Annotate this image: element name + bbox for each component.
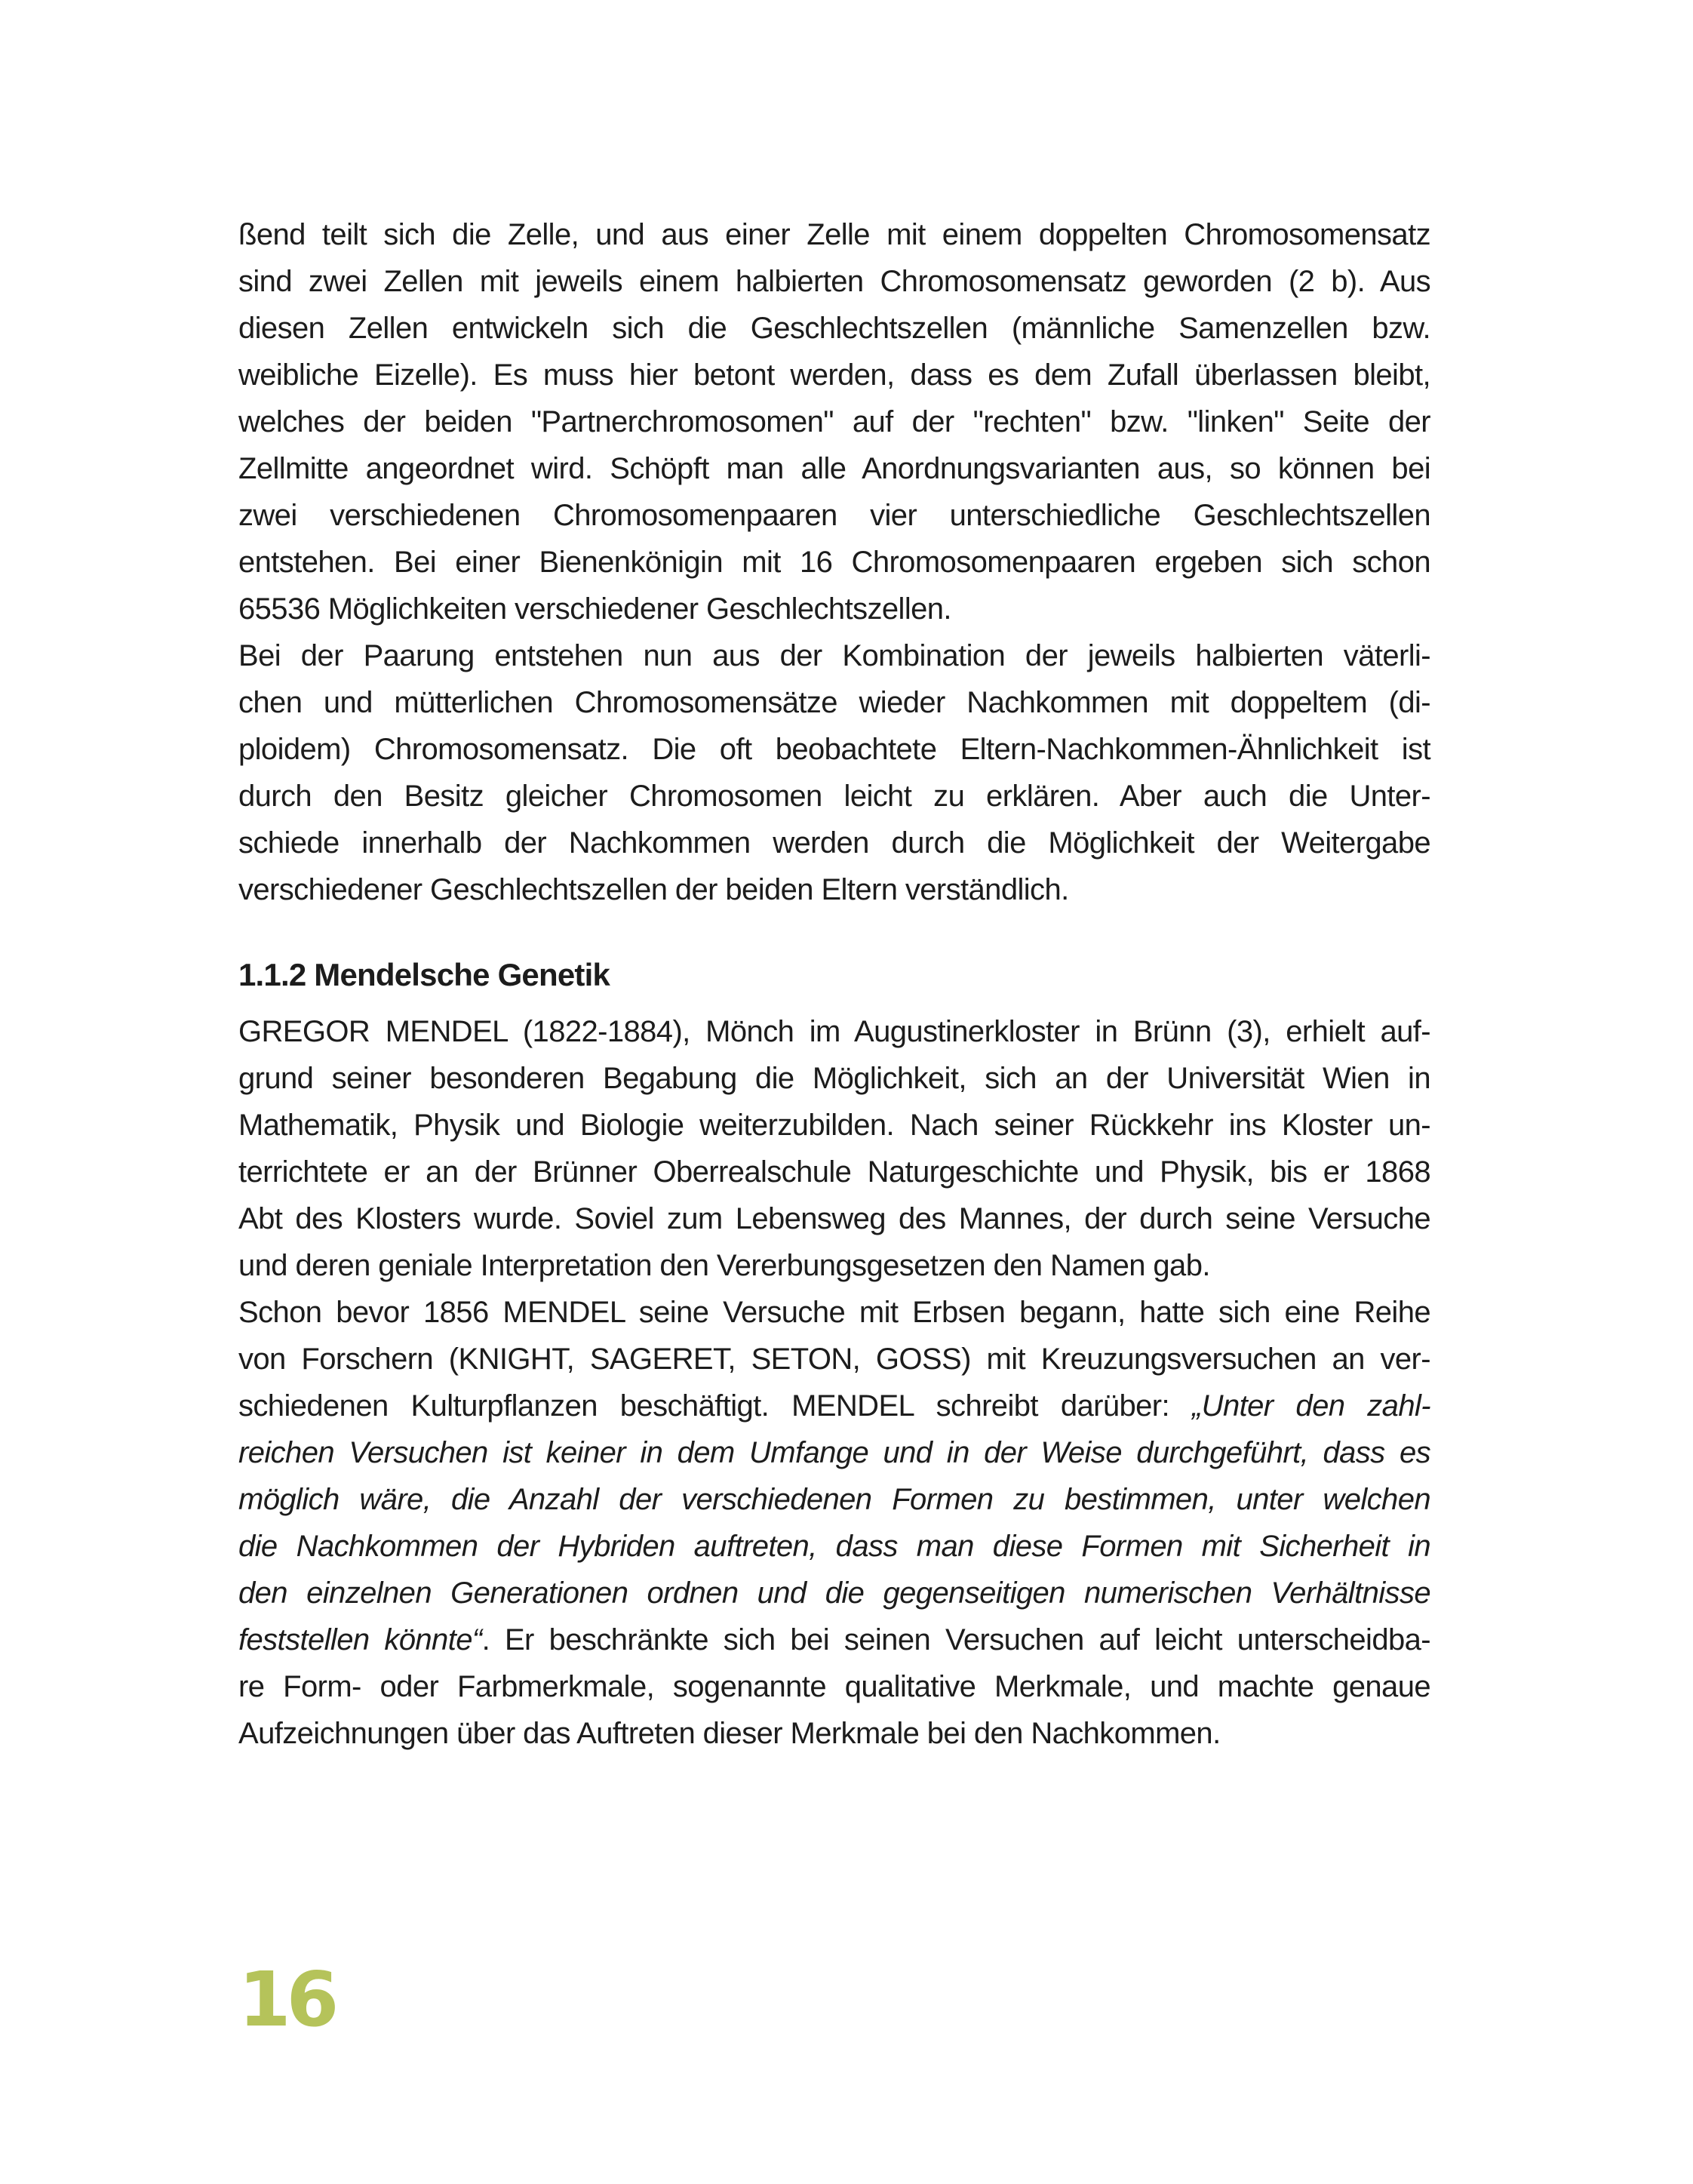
quote-line: reichen Versuchen ist keiner in dem Umfange und in der Weise durchgeführt, dass es (238, 1436, 1430, 1469)
text-normal: . Er beschränkte sich bei seinen Versuchen auf leicht unterscheidba- (481, 1623, 1431, 1656)
text-line: GREGOR MENDEL (1822-1884), Mönch im Augustinerkloster in Brünn (3), erhielt auf- (238, 1015, 1430, 1048)
text-line: welches der beiden "Partnerchromosomen" auf der "rechten" bzw. "linken" Seite der (238, 405, 1430, 438)
text-line: Zellmitte angeordnet wird. Schöpft man alle Anordnungsvarianten aus, so können bei (238, 452, 1430, 485)
text-line: ploidem) Chromosomensatz. Die oft beobachtete Eltern-Nachkommen-Ähnlichkeit ist (238, 733, 1430, 766)
text-line: entstehen. Bei einer Bienenkönigin mit 16 Chromosomenpaaren ergeben sich schon (238, 546, 1430, 579)
quote-start: „Unter den zahl- (1191, 1389, 1430, 1423)
text-line: Abt des Klosters wurde. Soviel zum Lebensweg des Mannes, der durch seine Versuche (238, 1202, 1430, 1235)
text-line: Schon bevor 1856 MENDEL seine Versuche mit Erbsen begann, hatte sich eine Reihe (238, 1296, 1430, 1329)
text-line: Bei der Paarung entstehen nun aus der Kombination der jeweils halbierten väterli- (238, 639, 1430, 672)
quote-line: den einzelnen Generationen ordnen und die gegenseitigen numerischen Verhältnisse (238, 1576, 1430, 1610)
text-line: grund seiner besonderen Begabung die Möglichkeit, sich an der Universität Wien in (238, 1062, 1430, 1095)
text-line: ßend teilt sich die Zelle, und aus einer Zelle mit einem doppelten Chromosomensatz (238, 218, 1430, 251)
quote-end: feststellen könnte“ (238, 1623, 482, 1656)
text-line: weibliche Eizelle). Es muss hier betont werden, dass es dem Zufall überlassen bleibt, (238, 358, 1430, 392)
text-line: Mathematik, Physik und Biologie weiterzubilden. Nach seiner Rückkehr ins Kloster un- (238, 1109, 1430, 1142)
text-line: diesen Zellen entwickeln sich die Geschlechtszellen (männliche Samenzellen bzw. (238, 312, 1430, 345)
text-line: 65536 Möglichkeiten verschiedener Geschlechtszellen. (238, 592, 951, 626)
text-line: zwei verschiedenen Chromosomenpaaren vier unterschiedliche Geschlechtszellen (238, 499, 1430, 532)
text-line: schiede innerhalb der Nachkommen werden durch die Möglichkeit der Weitergabe (238, 826, 1430, 860)
paragraph-chromosomes (238, 211, 1430, 913)
text-normal: schiedenen Kulturpflanzen beschäftigt. MENDEL schreibt darüber: (238, 1389, 1192, 1423)
text-line: durch den Besitz gleicher Chromosomen leicht zu erklären. Aber auch die Unter- (238, 780, 1430, 813)
section-heading: 1.1.2 Mendelsche Genetik (238, 957, 610, 992)
quote-line: die Nachkommen der Hybriden auftreten, dass man diese Formen mit Sicherheit in (238, 1530, 1430, 1563)
quote-line: möglich wäre, die Anzahl der verschiedenen Formen zu bestimmen, unter welchen (238, 1483, 1430, 1516)
text-line: verschiedener Geschlechtszellen der beiden Eltern verständlich. (238, 873, 1069, 906)
text-line: terrichtete er an der Brünner Oberrealschule Naturgeschichte und Physik, bis er 1868 (238, 1155, 1430, 1189)
text-line: sind zwei Zellen mit jeweils einem halbierten Chromosomensatz geworden (2 b). Aus (238, 265, 1430, 298)
text-line (238, 1383, 1430, 1429)
text-line: von Forschern (KNIGHT, SAGERET, SETON, GOSS) mit Kreuzungsversuchen an ver- (238, 1343, 1430, 1376)
text-line: chen und mütterlichen Chromosomensätze wieder Nachkommen mit doppeltem (di- (238, 686, 1430, 719)
paragraph-mendel (238, 1008, 1430, 1757)
text-line (238, 1616, 1430, 1663)
text-line: re Form- oder Farbmerkmale, sogenannte qualitative Merkmale, und machte genaue (238, 1670, 1430, 1703)
page-number: 16 (238, 1955, 335, 2044)
text-line: und deren geniale Interpretation den Vererbungsgesetzen den Namen gab. (238, 1249, 1210, 1282)
text-line: Aufzeichnungen über das Auftreten dieser Merkmale bei den Nachkommen. (238, 1717, 1221, 1750)
